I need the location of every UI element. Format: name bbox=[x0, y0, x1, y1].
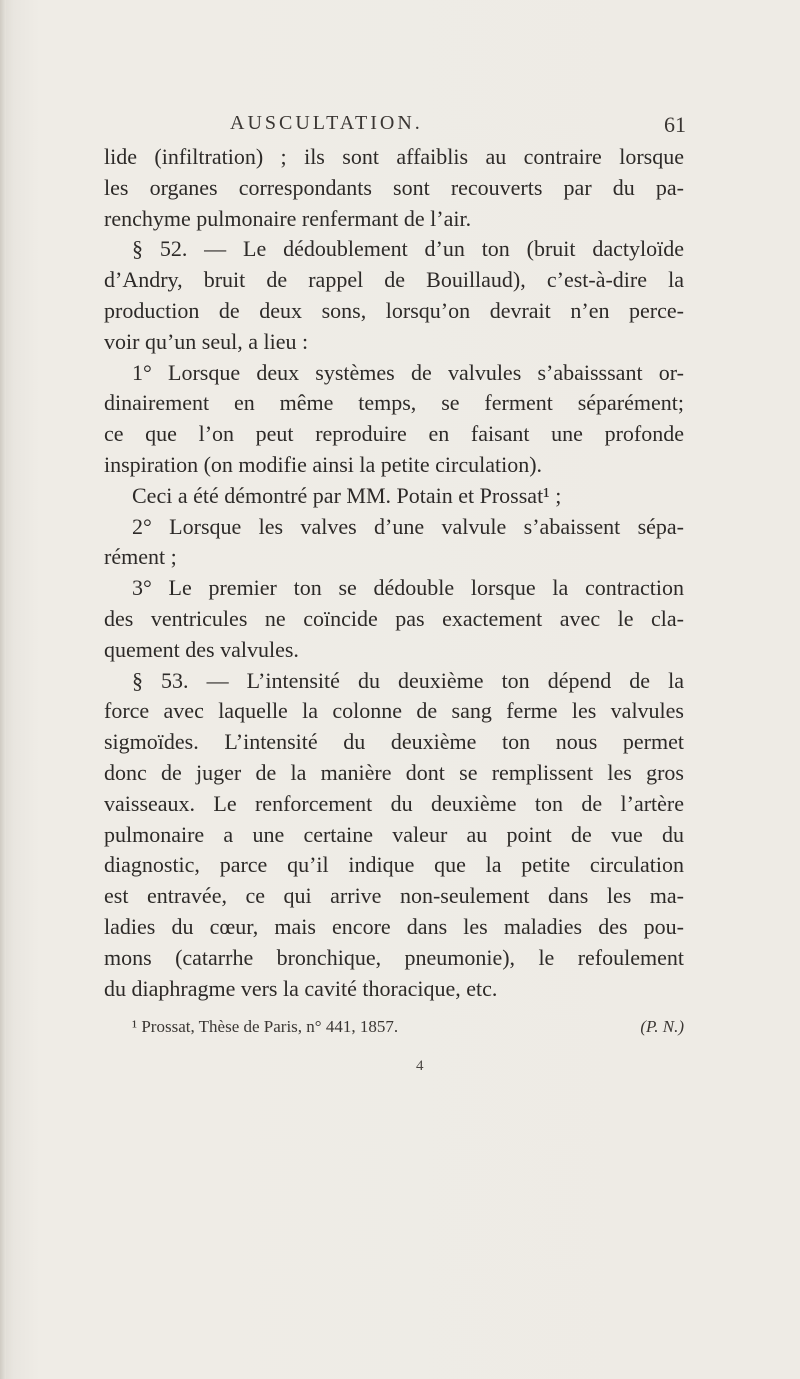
text-line: ce que l’on peut reproduire en faisant une profonde bbox=[104, 421, 684, 447]
footnote-line bbox=[132, 1017, 684, 1037]
text-line: quement des valvules. bbox=[104, 636, 299, 662]
text-line: lide (infiltration) ; ils sont affaiblis au contraire lorsque bbox=[104, 144, 684, 169]
page-header bbox=[0, 112, 800, 146]
text-line: force avec laquelle la colonne de sang ferme les valvules bbox=[104, 698, 684, 724]
binding-edge bbox=[0, 0, 6, 1379]
footnote bbox=[132, 1017, 684, 1037]
text-line: inspiration (on modifie ainsi la petite circulation). bbox=[104, 451, 543, 477]
footnote-text: ¹ Prossat, Thèse de Paris, n° 441, 1857. bbox=[132, 1017, 399, 1036]
text-line: ladies du cœur, mais encore dans les maladies des pou- bbox=[104, 913, 684, 939]
text-line: sigmoïdes. L’intensité du deuxième ton nous permet bbox=[104, 729, 684, 755]
text-line: voir qu’un seul, a lieu : bbox=[104, 328, 309, 354]
text-line: Ceci a été démontré par MM. Potain et Prossat¹ ; bbox=[132, 482, 562, 508]
text-line: les organes correspondants sont recouverts par du pa- bbox=[104, 174, 684, 200]
text-line: 1° Lorsque deux systèmes de valvules s’abaisssant or- bbox=[132, 359, 684, 385]
text-line: donc de juger de la manière dont se remplissent les gros bbox=[104, 759, 684, 785]
body-text bbox=[104, 142, 684, 1004]
text-line: est entravée, ce qui arrive non-seulement dans les ma- bbox=[104, 883, 684, 909]
text-line: 2° Lorsque les valves d’une valvule s’abaissent sépa- bbox=[132, 513, 684, 539]
text-line: vaisseaux. Le renforcement du deuxième ton de l’artère bbox=[104, 790, 684, 816]
text-line: pulmonaire a une certaine valeur au point de vue du bbox=[104, 821, 684, 847]
text-line: 3° Le premier ton se dédouble lorsque la contraction bbox=[132, 575, 684, 601]
text-line: § 53. — L’intensité du deuxième ton dépend de la bbox=[132, 667, 684, 693]
running-title: AUSCULTATION. bbox=[230, 112, 423, 134]
text-line: diagnostic, parce qu’il indique que la petite circulation bbox=[104, 852, 684, 878]
page-number: 61 bbox=[664, 112, 686, 137]
text-line: rément ; bbox=[104, 544, 177, 570]
text-line: § 52. — Le dédoublement d’un ton (bruit dactyloïde bbox=[132, 236, 684, 262]
text-line: d’Andry, bruit de rappel de Bouillaud), c’est-à-dire la bbox=[104, 267, 684, 293]
text-line: mons (catarrhe bronchique, pneumonie), le refoulement bbox=[104, 944, 684, 970]
text-line: production de deux sons, lorsqu’on devrait n’en perce- bbox=[104, 297, 684, 323]
signature-mark: 4 bbox=[416, 1058, 424, 1074]
text-line: du diaphragme vers la cavité thoracique, etc. bbox=[104, 975, 498, 1001]
text-line: renchyme pulmonaire renfermant de l’air. bbox=[104, 205, 472, 231]
footnote-attribution: (P. N.) bbox=[640, 1017, 684, 1036]
text-line: dinairement en même temps, se ferment séparément; bbox=[104, 390, 684, 416]
text-line: des ventricules ne coïncide pas exactement avec le cla- bbox=[104, 605, 684, 631]
